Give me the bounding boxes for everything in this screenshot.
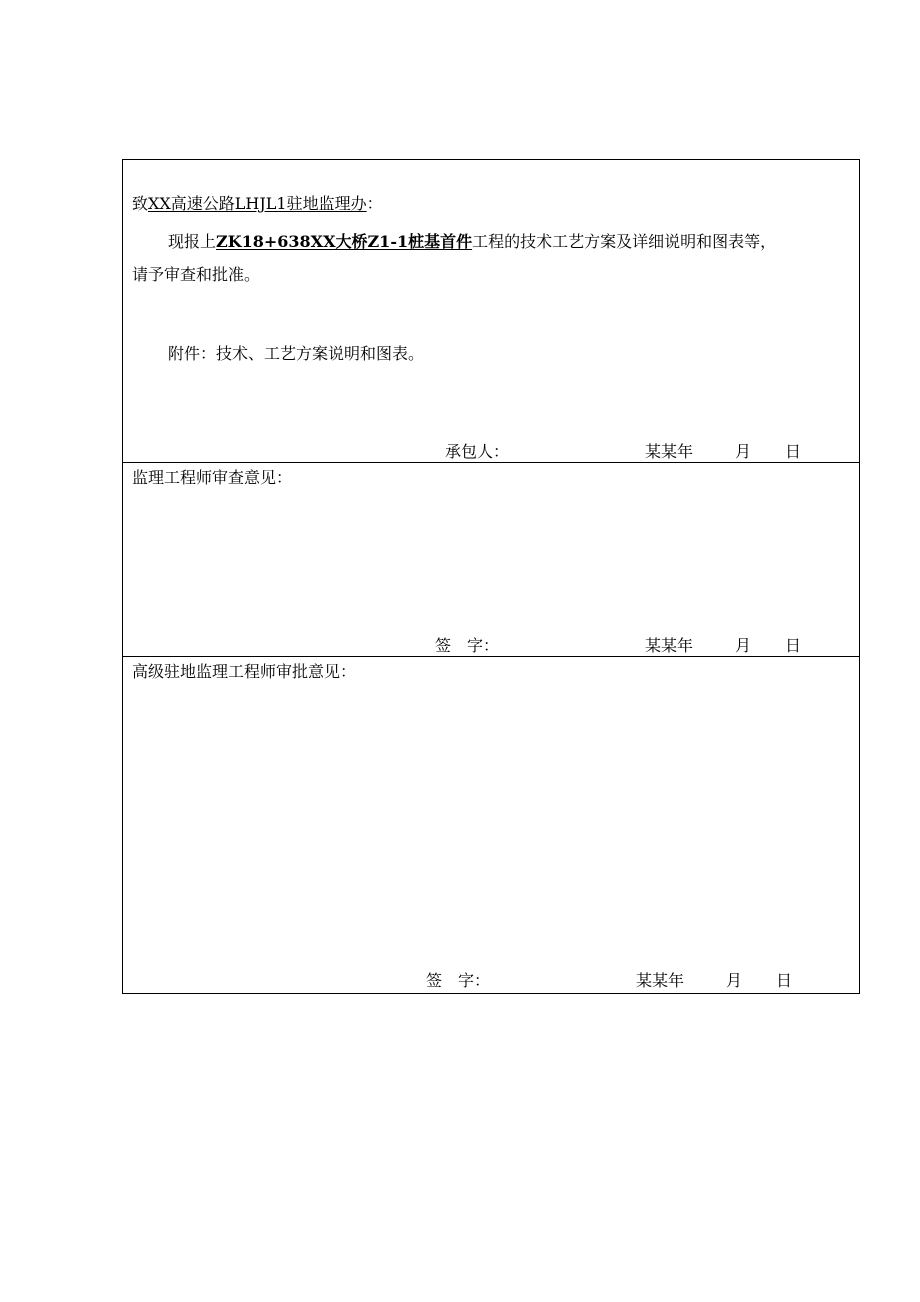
submission-body-line-2: 请予审查和批准。 xyxy=(132,265,261,284)
addressee-name: XX高速公路LHJL1驻地监理办 xyxy=(148,194,367,213)
date-year: 某某年 xyxy=(636,971,685,990)
date-year: 某某年 xyxy=(645,636,694,655)
contractor-signature-label: 承包人： xyxy=(445,442,510,461)
submission-body-line xyxy=(168,232,776,252)
project-name: ZK18+638XX大桥Z1-1桩基首件 xyxy=(216,232,473,251)
approval-form-table xyxy=(122,159,860,994)
engineer-signature-label: 签 字： xyxy=(435,636,500,655)
addressee-prefix: 致 xyxy=(132,194,149,213)
date-year: 某某年 xyxy=(645,442,694,461)
date-month: 月 xyxy=(735,636,752,655)
senior-engineer-approval-section xyxy=(123,657,859,995)
addressee-suffix: ： xyxy=(366,194,383,213)
attachment-note: 附件：技术、工艺方案说明和图表。 xyxy=(168,344,425,363)
senior-approval-heading: 高级驻地监理工程师审批意见： xyxy=(132,662,357,681)
date-day: 日 xyxy=(785,442,802,461)
date-day: 日 xyxy=(776,971,793,990)
body-prefix: 现报上 xyxy=(168,232,217,251)
body-suffix: 工程的技术工艺方案及详细说明和图表等， xyxy=(472,232,777,251)
date-day: 日 xyxy=(785,636,802,655)
date-month: 月 xyxy=(735,442,752,461)
date-month: 月 xyxy=(726,971,743,990)
addressee-line xyxy=(132,194,383,214)
engineer-review-heading: 监理工程师审查意见： xyxy=(132,468,293,487)
senior-signature-label: 签 字： xyxy=(426,971,491,990)
contractor-submission-section xyxy=(123,160,859,463)
engineer-review-section xyxy=(123,463,859,657)
